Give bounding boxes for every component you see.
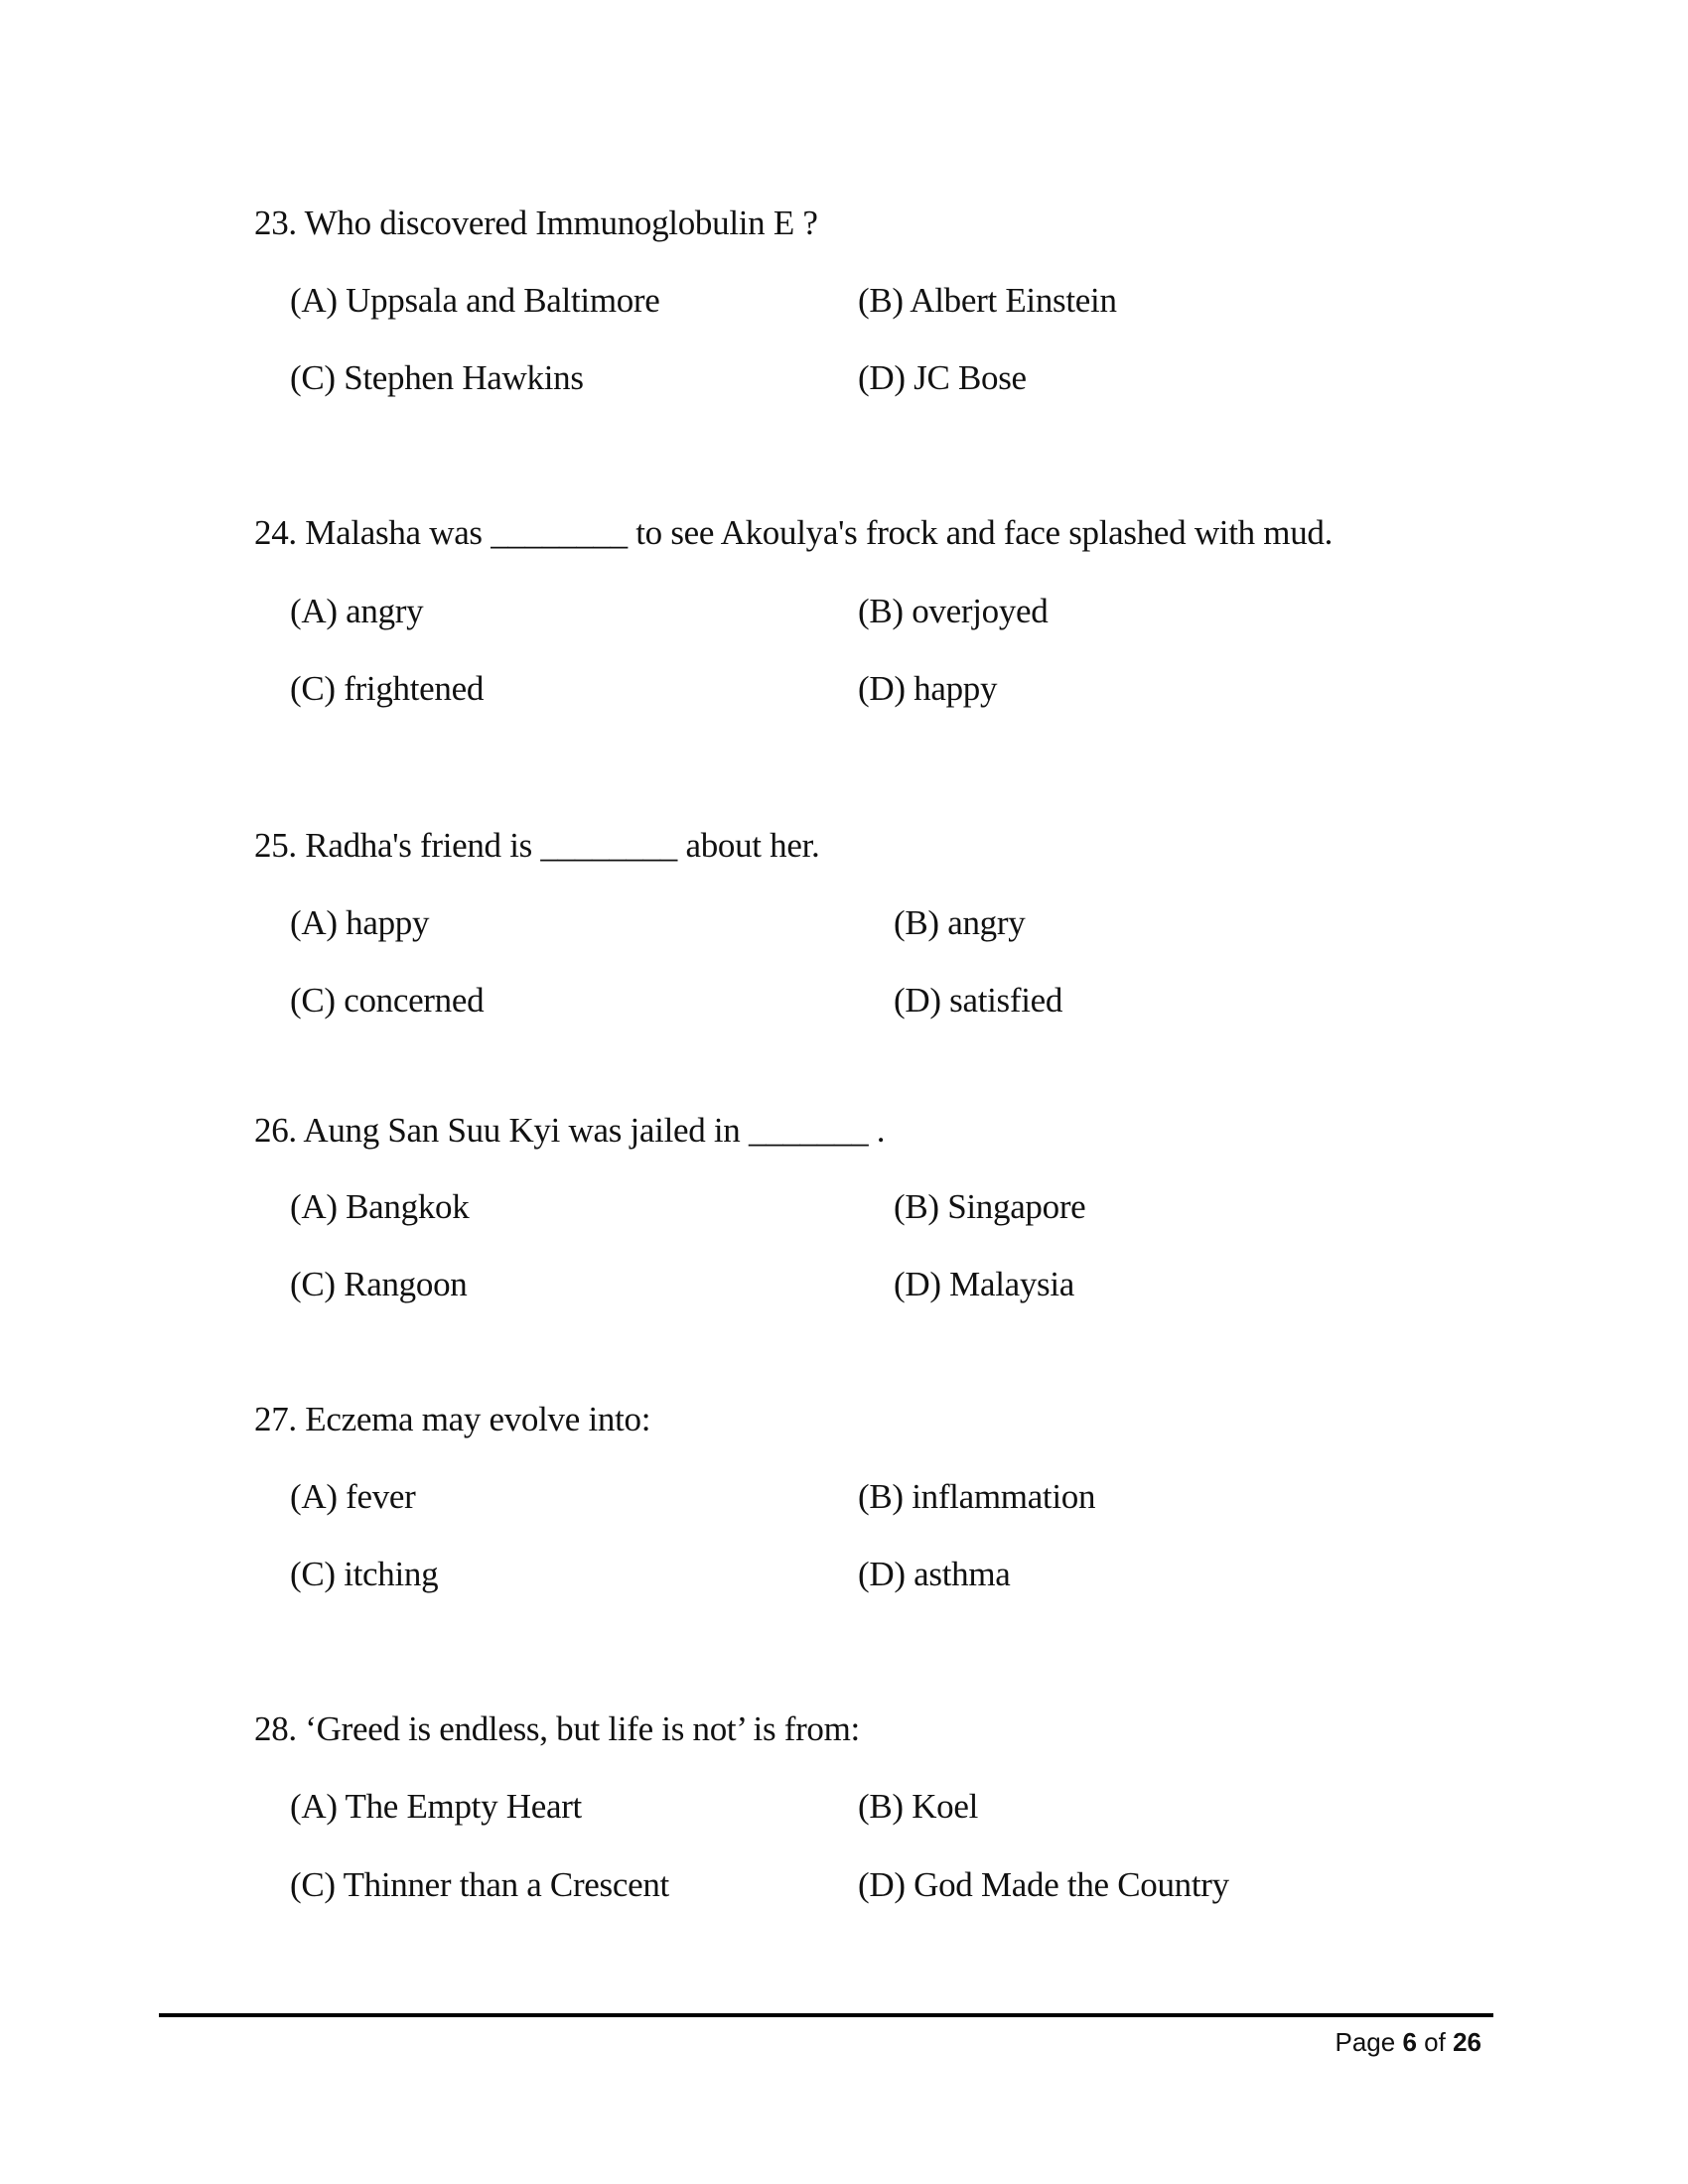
option-c: (C) itching bbox=[290, 1555, 439, 1593]
option-d: (D) Malaysia bbox=[894, 1265, 1075, 1303]
option-a: (A) Bangkok bbox=[290, 1187, 470, 1226]
option-b: (B) Koel bbox=[858, 1787, 979, 1826]
option-b: (B) inflammation bbox=[858, 1477, 1096, 1516]
option-b: (B) angry bbox=[894, 903, 1026, 942]
option-a: (A) fever bbox=[290, 1477, 416, 1516]
option-a: (A) angry bbox=[290, 592, 424, 630]
question-text: 27. Eczema may evolve into: bbox=[254, 1400, 651, 1438]
option-b: (B) overjoyed bbox=[858, 592, 1049, 630]
page-label: Page bbox=[1335, 2027, 1396, 2057]
option-d: (D) satisfied bbox=[894, 981, 1063, 1020]
option-b: (B) Albert Einstein bbox=[858, 281, 1117, 320]
option-b: (B) Singapore bbox=[894, 1187, 1086, 1226]
page-current: 6 bbox=[1402, 2027, 1417, 2057]
option-c: (C) frightened bbox=[290, 669, 485, 708]
question-text: 25. Radha's friend is ________ about her. bbox=[254, 826, 820, 865]
option-d: (D) JC Bose bbox=[858, 358, 1027, 397]
option-c: (C) Thinner than a Crescent bbox=[290, 1865, 669, 1904]
option-a: (A) happy bbox=[290, 903, 430, 942]
option-a: (A) The Empty Heart bbox=[290, 1787, 582, 1826]
page-number bbox=[1335, 2025, 1481, 2059]
question-text: 26. Aung San Suu Kyi was jailed in _______ . bbox=[254, 1111, 886, 1150]
option-a: (A) Uppsala and Baltimore bbox=[290, 281, 660, 320]
option-d: (D) happy bbox=[858, 669, 998, 708]
option-d: (D) asthma bbox=[858, 1555, 1011, 1593]
question-text: 28. ‘Greed is endless, but life is not’ is from: bbox=[254, 1709, 860, 1748]
option-d: (D) God Made the Country bbox=[858, 1865, 1229, 1904]
page-total: 26 bbox=[1453, 2027, 1481, 2057]
of-label: of bbox=[1424, 2027, 1446, 2057]
option-c: (C) concerned bbox=[290, 981, 485, 1020]
question-text: 23. Who discovered Immunoglobulin E ? bbox=[254, 204, 818, 242]
option-c: (C) Rangoon bbox=[290, 1265, 468, 1303]
footer-divider bbox=[159, 2013, 1493, 2017]
option-c: (C) Stephen Hawkins bbox=[290, 358, 584, 397]
question-text: 24. Malasha was ________ to see Akoulya's frock and face splashed with mud. bbox=[254, 513, 1334, 552]
